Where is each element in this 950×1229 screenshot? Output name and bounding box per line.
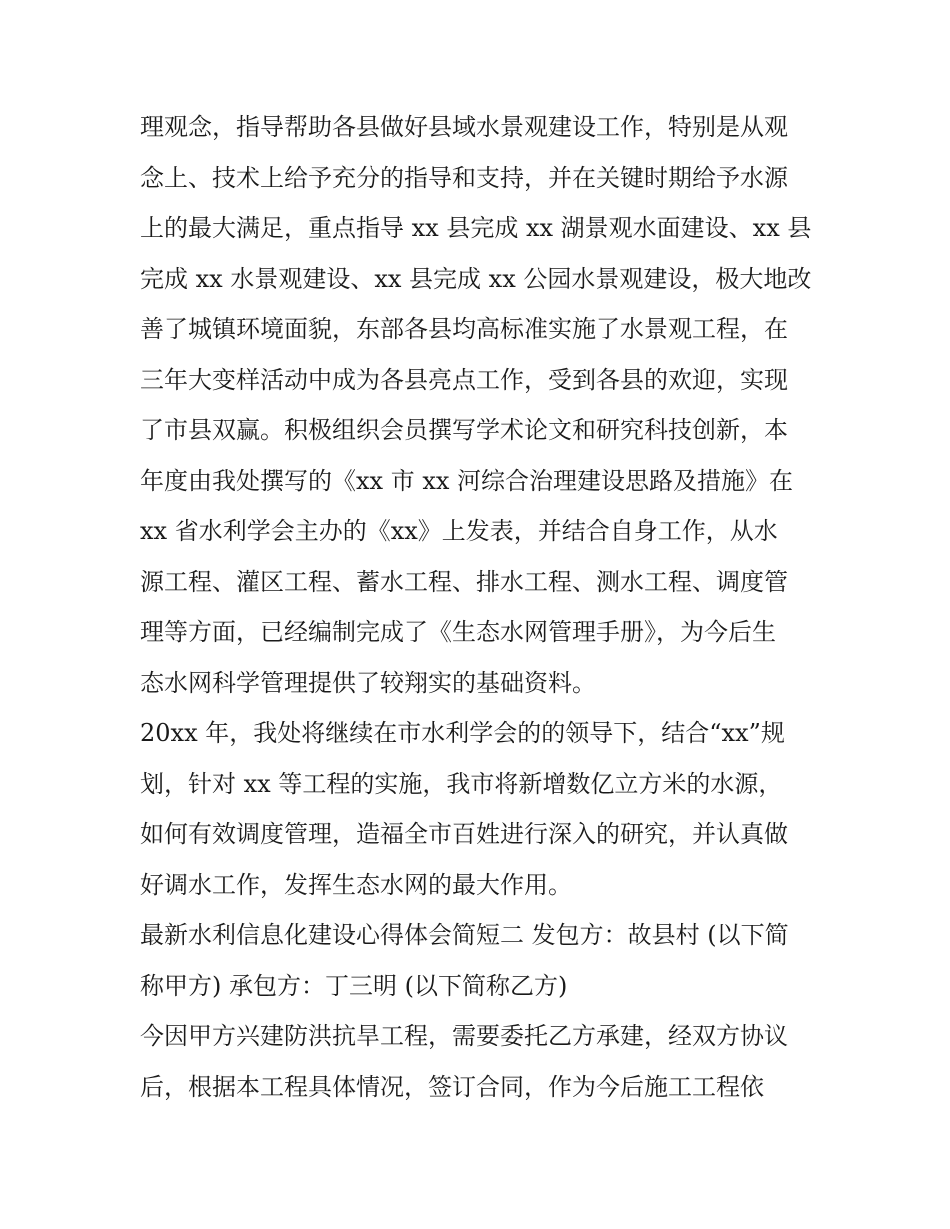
text-line: 上的最大满足，重点指导 xx 县完成 xx 湖景观水面建设、xx 县 [140, 214, 812, 242]
text-line: 善了城镇环境面貌，东部各县均高标准实施了水景观工程，在 [140, 315, 788, 343]
text-line: 20xx 年，我处将继续在市水利学会的的领导下，结合“xx”规 [140, 719, 785, 747]
text-line: 后，根据本工程具体情况，签订合同，作为今后施工工程依 [140, 1072, 764, 1101]
text-line: 理等方面，已经编制完成了《生态水网管理手册》，为今后生 [140, 618, 776, 646]
text-line: 态水网科学管理提供了较翔实的基础资料。 [140, 668, 596, 697]
text-line: 最新水利信息化建设心得体会简短二 发包方：故县村 (以下简 [140, 921, 789, 949]
text-line: 了市县双赢。积极组织会员撰写学术论文和研究科技创新，本 [140, 416, 788, 444]
text-line: 完成 xx 水景观建设、xx 县完成 xx 公园水景观建设，极大地改 [140, 264, 812, 293]
text-line: 念上、技术上给予充分的指导和支持，并在关键时期给予水源 [140, 163, 788, 192]
text-line: 三年大变样活动中成为各县亮点工作，受到各县的欢迎，实现 [140, 365, 788, 394]
text-line: 称甲方) 承包方：丁三明 (以下简称乙方) [140, 971, 568, 1000]
text-line: 如何有效调度管理，造福全市百姓进行深入的研究，并认真做 [140, 820, 788, 848]
text-line: 理观念，指导帮助各县做好县域水景观建设工作，特别是从观 [140, 113, 788, 141]
text-line: 源工程、灌区工程、蓄水工程、排水工程、测水工程、调度管 [140, 567, 788, 596]
text-line: 好调水工作，发挥生态水网的最大作用。 [140, 870, 572, 899]
document-body [140, 102, 820, 1112]
text-line: 划，针对 xx 等工程的实施，我市将新增数亿立方米的水源， [140, 769, 783, 798]
text-line: xx 省水利学会主办的《xx》上发表，并结合自身工作，从水 [140, 517, 778, 545]
text-line: 今因甲方兴建防洪抗旱工程，需要委托乙方承建，经双方协议 [140, 1022, 788, 1050]
text-line: 年度由我处撰写的《xx 市 xx 河综合治理建设思路及措施》在 [140, 466, 794, 495]
